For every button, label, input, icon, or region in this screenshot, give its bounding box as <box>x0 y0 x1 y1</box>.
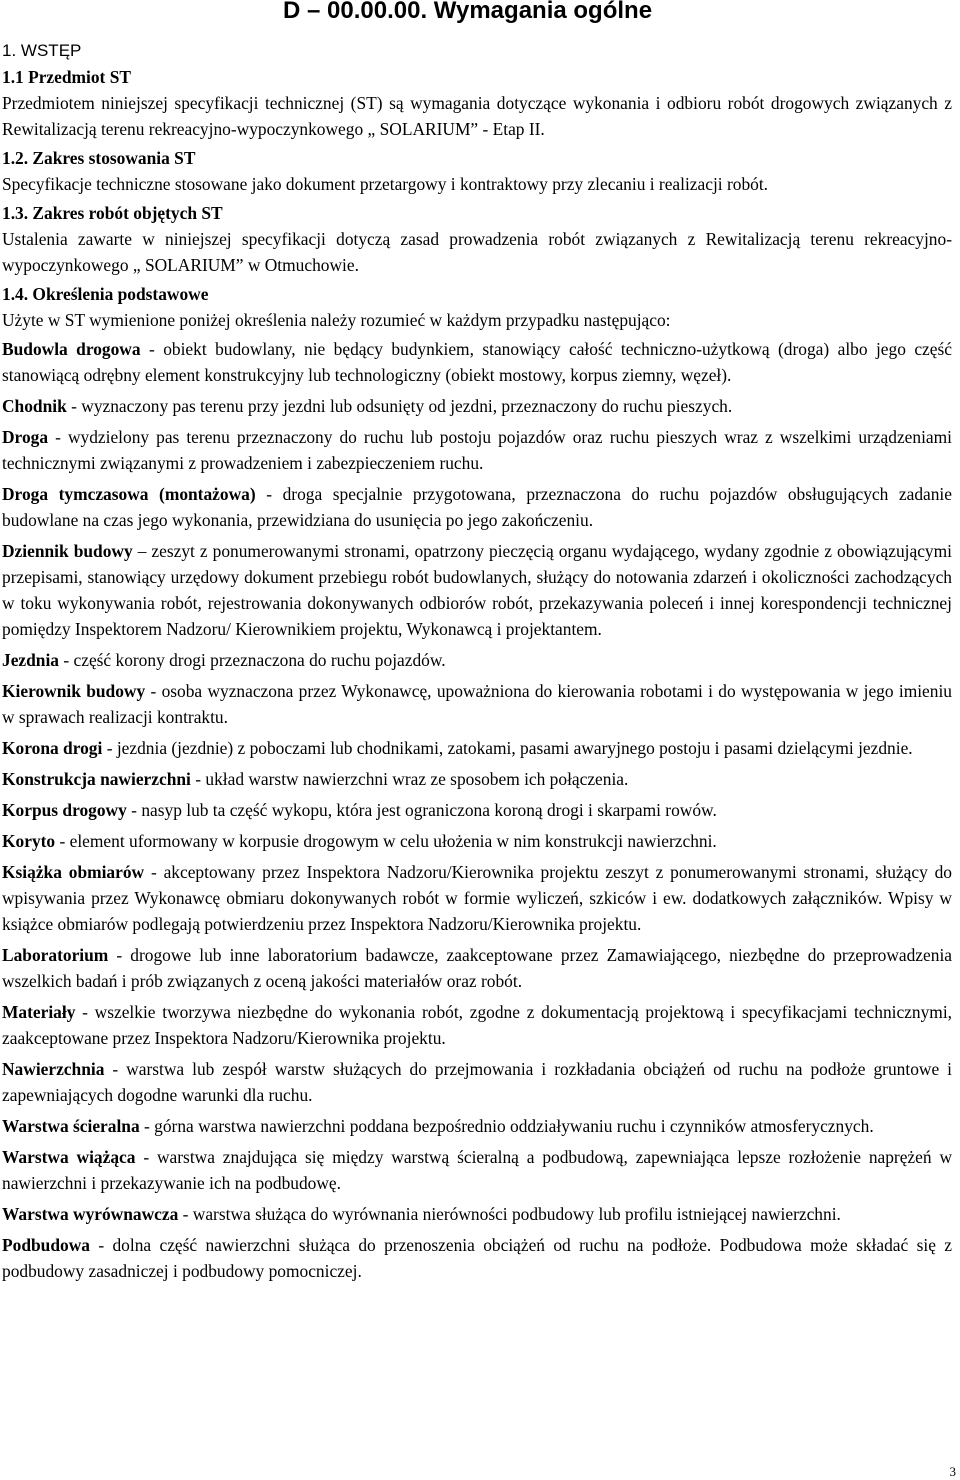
definition-item <box>2 424 952 476</box>
document-body <box>2 64 952 1289</box>
definition-item <box>2 647 952 673</box>
section-title: WSTĘP <box>20 41 82 60</box>
subsection-heading: 1.3. Zakres robót objętych ST <box>2 203 223 223</box>
definition-description: - obiekt budowlany, nie będący budynkiem, stanowiący całość techniczno-użytkową (droga) albo jego część stanowiącą odrębny element konstrukcyjny lub technologiczny (obiekt mostowy, korpus ziemny, węzeł). <box>2 339 952 385</box>
definition-term: Warstwa ścieralna <box>2 1116 140 1136</box>
definition-term: Jezdnia <box>2 650 60 670</box>
definition-description: - warstwa lub zespół warstw służących do przejmowania i rozkładania obciążeń od ruchu na podłoże gruntowe i zapewniających dogodne warunki dla ruchu. <box>2 1059 952 1105</box>
definition-description: – zeszyt z ponumerowanymi stronami, opatrzony pieczęcią organu wydającego, wydany zgodnie z obowiązującymi przepisami, stanowiący urzędowy dokument przebiegu robót budowlanych, służący do notowania zdarzeń i okoliczności zachodzących w toku wykonywania robót, rejestrowania dokonywanych odbiorów robót, przekazywania poleceń i innej korespondencji technicznej pomiędzy Inspektorem Nadzoru/ Kierownikiem projektu, Wykonawcą i projektantem. <box>2 541 952 639</box>
definition-item <box>2 859 952 937</box>
document-title: D – 00.00.00. Wymagania ogólne <box>283 0 653 24</box>
definition-term: Książka obmiarów <box>2 862 145 882</box>
definition-item <box>2 1056 952 1108</box>
subsection-heading: 1.2. Zakres stosowania ST <box>2 148 196 168</box>
definition-item <box>2 336 952 388</box>
definition-description: - wyznaczony pas terenu przy jezdni lub odsunięty od jezdni, przeznaczony do ruchu pieszych. <box>66 396 733 416</box>
definition-description: - warstwa znajdująca się między warstwą ścieralną a podbudową, zapewniająca lepsze rozłożenie naprężeń w nawierzchni i przekazywanie ich na podbudowę. <box>2 1147 952 1193</box>
definition-item <box>2 538 952 642</box>
definitions-list <box>2 336 952 1284</box>
subsection <box>2 200 952 278</box>
definition-term: Dziennik budowy <box>2 541 133 561</box>
definition-description: - drogowe lub inne laboratorium badawcze, zaakceptowane przez Zamawiającego, niezbędne do przeprowadzenia wszelkich badań i prób związanych z oceną jakości materiałów oraz robót. <box>2 945 952 991</box>
section-number: 1. <box>2 41 17 60</box>
definition-description: - wszelkie tworzywa niezbędne do wykonania robót, zgodne z dokumentacją projektową i specyfikacjami technicznymi, zaakceptowane przez Inspektora Nadzoru/Kierownika projektu. <box>2 1002 952 1048</box>
definition-description: - układ warstw nawierzchni wraz ze sposobem ich połączenia. <box>190 769 629 789</box>
definition-term: Korpus drogowy <box>2 800 127 820</box>
definition-description: - dolna część nawierzchni służąca do przenoszenia obciążeń od ruchu na podłoże. Podbudowa może składać się z podbudowy zasadniczej i podbudowy pomocniczej. <box>2 1235 952 1281</box>
subsection-text: Specyfikacje techniczne stosowane jako dokument przetargowy i kontraktowy przy zlecaniu i realizacji robót. <box>2 174 769 194</box>
subsection <box>2 145 952 197</box>
subsection-text: Użyte w ST wymienione poniżej określenia należy rozumieć w każdym przypadku następująco: <box>2 310 671 330</box>
definition-description: - jezdnia (jezdnie) z poboczami lub chodnikami, zatokami, pasami awaryjnego postoju i pasami dzielącymi jezdnie. <box>102 738 913 758</box>
definition-item <box>2 735 952 761</box>
definition-description: - element uformowany w korpusie drogowym w celu ułożenia w nim konstrukcji nawierzchni. <box>55 831 717 851</box>
subsection-text: Przedmiotem niniejszej specyfikacji technicznej (ST) są wymagania dotyczące wykonania i odbioru robót drogowych związanych z Rewitalizacją terenu rekreacyjno-wypoczynkowego „ SOLARIUM” - Etap II. <box>2 93 952 139</box>
subsection-heading: 1.1 Przedmiot ST <box>2 67 131 87</box>
definition-description: - część korony drogi przeznaczona do ruchu pojazdów. <box>59 650 446 670</box>
definition-item <box>2 678 952 730</box>
subsection-text: Ustalenia zawarte w niniejszej specyfikacji dotyczą zasad prowadzenia robót związanych z Rewitalizacją terenu rekreacyjno-wypoczynkowego „ SOLARIUM” w Otmuchowie. <box>2 229 952 275</box>
definition-term: Budowla drogowa <box>2 339 141 359</box>
definition-term: Nawierzchnia <box>2 1059 105 1079</box>
definition-description: - osoba wyznaczona przez Wykonawcę, upoważniona do kierowania robotami i do występowania w jego imieniu w sprawach realizacji kontraktu. <box>2 681 953 727</box>
definition-term: Kierownik budowy <box>2 681 146 701</box>
definition-item <box>2 1113 952 1139</box>
definition-description: - akceptowany przez Inspektora Nadzoru/Kierownika projektu zeszyt z ponumerowanymi stronami, służący do wpisywania przez Wykonawcę obmiaru dokonywanych robót w formie wyliczeń, szkiców i ew. dodatkowych załączników. Wpisy w książce obmiarów podlegają potwierdzeniu przez Inspektora Nadzoru/Kierownika projektu. <box>2 862 952 934</box>
definition-item <box>2 797 952 823</box>
definition-term: Podbudowa <box>2 1235 90 1255</box>
subsection <box>2 281 952 333</box>
definition-description: - droga specjalnie przygotowana, przeznaczona do ruchu pojazdów obsługujących zadanie budowlane na czas jego wykonania, przewidziana do usunięcia po jego zakończeniu. <box>2 484 952 530</box>
definition-item <box>2 942 952 994</box>
definition-term: Materiały <box>2 1002 76 1022</box>
definition-term: Chodnik <box>2 396 67 416</box>
definition-description: - nasyp lub ta część wykopu, która jest ograniczona koroną drogi i skarpami rowów. <box>126 800 717 820</box>
definition-term: Warstwa wiążąca <box>2 1147 136 1167</box>
definition-item <box>2 766 952 792</box>
section-heading <box>2 40 81 62</box>
definition-term: Konstrukcja nawierzchni <box>2 769 191 789</box>
definition-term: Laboratorium <box>2 945 109 965</box>
subsection-heading: 1.4. Określenia podstawowe <box>2 284 209 304</box>
definition-description: - wydzielony pas terenu przeznaczony do ruchu lub postoju pojazdów oraz ruchu pieszych wraz z wszelkimi urządzeniami technicznymi związanymi z prowadzeniem i zabezpieczeniem ruchu. <box>2 427 952 473</box>
definition-item <box>2 1201 952 1227</box>
definition-item <box>2 999 952 1051</box>
definition-item <box>2 1232 952 1284</box>
definition-description: - warstwa służąca do wyrównania nierówności podbudowy lub profilu istniejącej nawierzchni. <box>178 1204 841 1224</box>
definition-description: - górna warstwa nawierzchni poddana bezpośrednio oddziaływaniu ruchu i czynników atmosferycznych. <box>139 1116 874 1136</box>
page-number: 3 <box>949 1464 956 1479</box>
definition-term: Droga tymczasowa (montażowa) <box>2 484 256 504</box>
definition-term: Warstwa wyrównawcza <box>2 1204 179 1224</box>
definition-item <box>2 828 952 854</box>
definition-item <box>2 393 952 419</box>
definition-term: Droga <box>2 427 49 447</box>
definition-item <box>2 481 952 533</box>
subsection <box>2 64 952 142</box>
definition-item <box>2 1144 952 1196</box>
definition-term: Koryto <box>2 831 56 851</box>
definition-term: Korona drogi <box>2 738 103 758</box>
